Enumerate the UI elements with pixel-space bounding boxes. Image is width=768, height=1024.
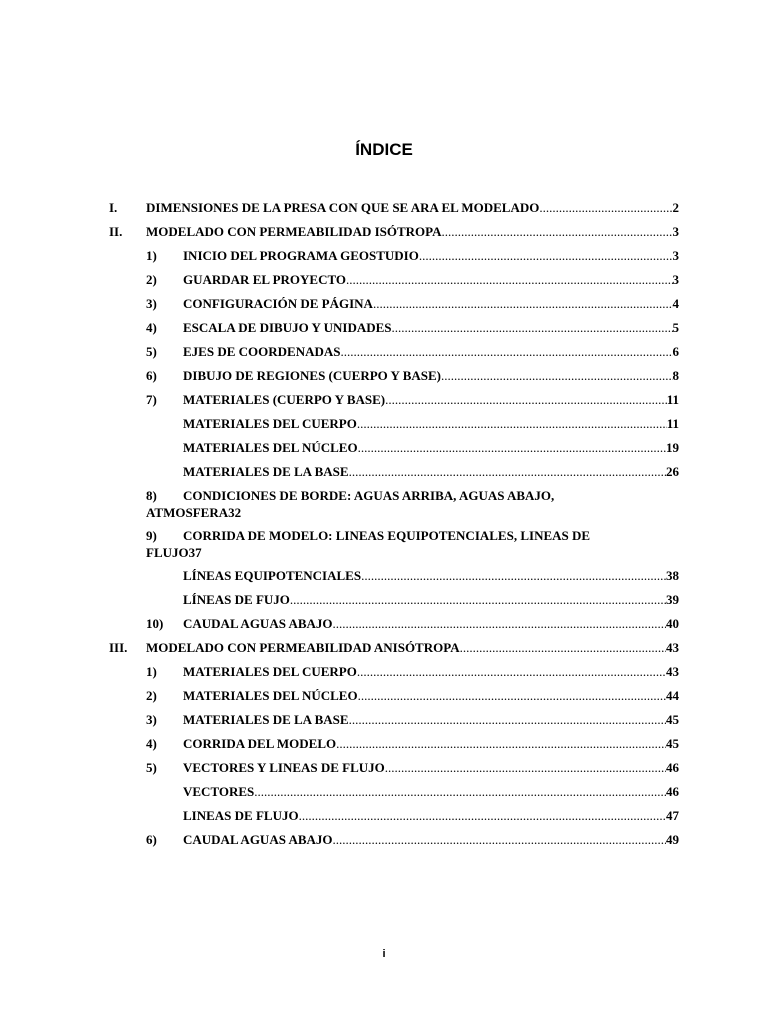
toc-entry-title: LINEAS DE FLUJO: [183, 808, 299, 823]
toc-entry-number: 6): [146, 368, 157, 383]
leader-dots: [441, 364, 673, 388]
toc-entry-number: 10): [146, 616, 164, 631]
toc-entry-page: 49: [666, 832, 679, 847]
leader-dots: [290, 588, 666, 612]
toc-entry-title: MATERIALES DEL CUERPO: [183, 416, 357, 431]
leader-dots: [539, 196, 672, 220]
toc-entry-title: MATERIALES (CUERPO Y BASE): [183, 392, 386, 407]
toc-entry-page: 45: [666, 736, 679, 751]
leader-dots: [419, 244, 673, 268]
toc-entry-page: 40: [666, 616, 679, 631]
toc-entry-title: CONFIGURACIÓN DE PÁGINA: [183, 296, 373, 311]
leader-dots: [336, 732, 666, 756]
toc-entry-page: 47: [666, 808, 679, 823]
toc-entry-title-continued: ATMOSFERA: [146, 505, 229, 520]
toc-entry: [109, 196, 679, 220]
toc-entry-page: 5: [672, 320, 679, 335]
toc-entry-page: 11: [666, 416, 679, 431]
toc-entry: [109, 364, 679, 388]
toc-entry: [109, 316, 679, 340]
toc-entry-page: 39: [666, 592, 679, 607]
toc-entry-title: MATERIALES DE LA BASE: [183, 712, 349, 727]
leader-dots: [385, 388, 667, 412]
leader-dots: [392, 316, 673, 340]
toc-entry: [109, 292, 679, 316]
toc-entry: [109, 636, 679, 660]
toc-entry: [109, 340, 679, 364]
toc-entry-title: MODELADO CON PERMEABILIDAD ANISÓTROPA: [146, 640, 460, 655]
toc-entry-title: GUARDAR EL PROYECTO: [183, 272, 347, 287]
toc-entry-page: 46: [666, 784, 679, 799]
toc-entry: [109, 684, 679, 708]
toc-entry-title: VECTORES: [183, 784, 255, 799]
toc-entry-title: CAUDAL AGUAS ABAJO: [183, 616, 333, 631]
toc-entry-page: 8: [672, 368, 679, 383]
toc-entry: [109, 612, 679, 636]
toc-entry-page: 43: [666, 640, 679, 655]
toc-entry: [109, 220, 679, 244]
toc-entry-page: 44: [666, 688, 679, 703]
toc-entry-number: 8): [146, 488, 157, 503]
leader-dots: [333, 612, 666, 636]
toc-entry-title: DIBUJO DE REGIONES (CUERPO Y BASE): [183, 368, 441, 383]
page-number-footer: i: [382, 948, 386, 960]
toc-entry: [109, 756, 679, 780]
table-of-contents: [109, 196, 679, 852]
leader-dots: [373, 292, 673, 316]
toc-entry-title: CONDICIONES DE BORDE: AGUAS ARRIBA, AGUAS ABAJO,: [183, 488, 555, 503]
toc-entry-number: 7): [146, 392, 157, 407]
toc-entry-title: MODELADO CON PERMEABILIDAD ISÓTROPA: [146, 224, 442, 239]
toc-entry: [109, 660, 679, 684]
leader-dots: [357, 660, 666, 684]
toc-entry-page: 3: [672, 224, 679, 239]
leader-dots: [442, 220, 673, 244]
toc-entry-title: MATERIALES DE LA BASE: [183, 464, 349, 479]
leader-dots: [357, 412, 667, 436]
toc-entry-page: 37: [188, 545, 202, 560]
leader-dots: [333, 828, 666, 852]
toc-entry-title: CORRIDA DEL MODELO: [183, 736, 337, 751]
toc-entry-number: I.: [109, 200, 118, 215]
toc-entry-title: MATERIALES DEL CUERPO: [183, 664, 357, 679]
toc-entry-title: MATERIALES DEL NÚCLEO: [183, 440, 358, 455]
toc-entry: [109, 804, 679, 828]
toc-entry-number: III.: [109, 640, 128, 655]
toc-entry-number: 1): [146, 664, 157, 679]
toc-entry-title-continued: FLUJO: [146, 545, 189, 560]
toc-entry-title: DIMENSIONES DE LA PRESA CON QUE SE ARA EL MODELADO: [146, 200, 540, 215]
toc-entry-number: 5): [146, 344, 157, 359]
toc-entry-title: LÍNEAS EQUIPOTENCIALES: [183, 568, 362, 583]
toc-entry-number: 1): [146, 248, 157, 263]
toc-entry: [109, 244, 679, 268]
toc-entry-page: 3: [672, 272, 679, 287]
toc-entry: [109, 564, 679, 588]
leader-dots: [349, 460, 666, 484]
toc-entry: [109, 388, 679, 412]
toc-entry: [109, 460, 679, 484]
toc-entry-number: 3): [146, 712, 157, 727]
leader-dots: [349, 708, 666, 732]
toc-entry: [109, 268, 679, 292]
toc-entry-page: 6: [672, 344, 679, 359]
toc-entry-title: MATERIALES DEL NÚCLEO: [183, 688, 358, 703]
toc-entry: [109, 588, 679, 612]
toc-entry-title: CORRIDA DE MODELO: LINEAS EQUIPOTENCIALES, LINEAS DE: [183, 528, 591, 543]
toc-entry-title: VECTORES Y LINEAS DE FLUJO: [183, 760, 385, 775]
toc-entry-page: 11: [666, 392, 679, 407]
toc-entry-page: 19: [666, 440, 679, 455]
toc-entry-title: ESCALA DE DIBUJO Y UNIDADES: [183, 320, 392, 335]
toc-entry: [109, 732, 679, 756]
toc-entry-title: EJES DE COORDENADAS: [183, 344, 341, 359]
leader-dots: [346, 268, 672, 292]
toc-entry-page: 38: [666, 568, 679, 583]
toc-entry-number: II.: [109, 224, 123, 239]
toc-entry-number: 4): [146, 320, 157, 335]
toc-entry-number: 2): [146, 272, 157, 287]
toc-entry-page: 3: [672, 248, 679, 263]
toc-entry-number: 6): [146, 832, 157, 847]
toc-entry-number: 4): [146, 736, 157, 751]
page-title: ÍNDICE: [355, 140, 413, 159]
toc-entry-number: 5): [146, 760, 157, 775]
leader-dots: [358, 684, 666, 708]
toc-entry: [109, 524, 679, 564]
leader-dots: [385, 756, 666, 780]
toc-entry-page: 45: [666, 712, 679, 727]
toc-entry-number: 2): [146, 688, 157, 703]
toc-entry: [109, 412, 679, 436]
toc-entry-title: INICIO DEL PROGRAMA GEOSTUDIO: [183, 248, 419, 263]
toc-entry-page: 4: [672, 296, 679, 311]
toc-entry: [109, 828, 679, 852]
toc-entry-number: 3): [146, 296, 157, 311]
leader-dots: [299, 804, 666, 828]
toc-entry-page: 2: [672, 200, 679, 215]
leader-dots: [361, 564, 666, 588]
toc-entry-page: 43: [666, 664, 679, 679]
toc-entry: [109, 780, 679, 804]
toc-entry-title: CAUDAL AGUAS ABAJO: [183, 832, 333, 847]
toc-entry-page: 46: [666, 760, 679, 775]
toc-entry: [109, 484, 679, 524]
leader-dots: [254, 780, 666, 804]
toc-entry: [109, 436, 679, 460]
toc-entry-page: 26: [666, 464, 679, 479]
leader-dots: [460, 636, 666, 660]
toc-entry: [109, 708, 679, 732]
leader-dots: [340, 340, 672, 364]
toc-entry-title: LÍNEAS DE FUJO: [183, 592, 290, 607]
leader-dots: [358, 436, 666, 460]
toc-entry-number: 9): [146, 528, 157, 543]
toc-entry-page: 32: [228, 505, 242, 520]
